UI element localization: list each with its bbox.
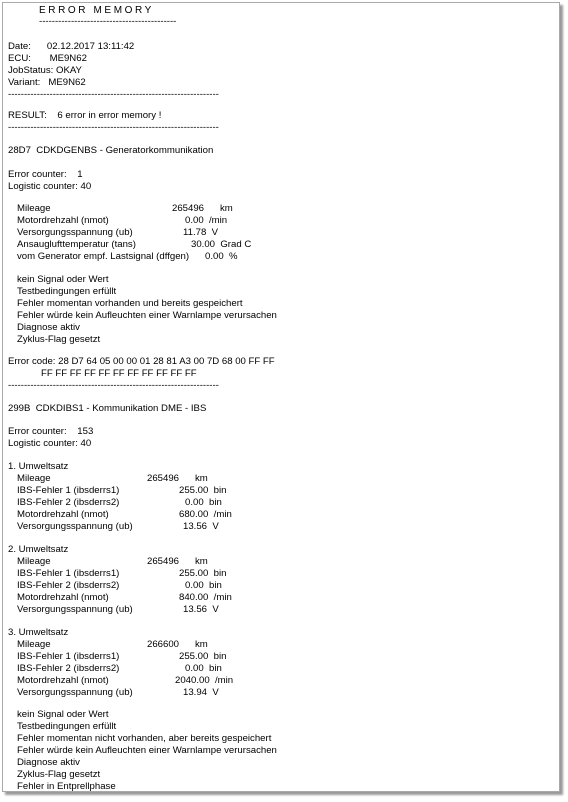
report-line: IBS-Fehler 2 (ibsderrs2) [17,497,120,508]
report-line: Motordrehzahl (nmot) [17,215,109,226]
report-line: kein Signal oder Wert [17,709,109,720]
report-line: 2040.00 /min [175,675,234,686]
report-line: Zyklus-Flag gesetzt [17,334,101,345]
report-line: 255.00 bin [179,651,227,662]
report-line: IBS-Fehler 2 (ibsderrs2) [17,580,120,591]
report-line: Mileage [17,473,51,484]
report-line: 3. Umweltsatz [8,627,69,638]
report-line: Zyklus-Flag gesetzt [17,769,101,780]
report-line: Motordrehzahl (nmot) [17,509,109,520]
report-line: Diagnose aktiv [17,322,80,333]
report-line: JobStatus: OKAY [8,65,82,76]
report-line: 13.56 V [183,604,219,615]
report-line: Error code: 28 D7 64 05 00 00 01 28 81 A3 00 7D 68 00 FF FF [8,356,275,367]
report-line: Variant: ME9N62 [8,77,86,88]
report-line: Mileage [17,203,51,214]
report-line: 1. Umweltsatz [8,461,69,472]
report-line: 0.00 bin [185,580,222,591]
report-line: 265496 km [147,473,208,484]
report-line: Motordrehzahl (nmot) [17,675,109,686]
report-line: ------------------------------------------------------------------ [8,89,219,100]
report-line: IBS-Fehler 1 (ibsderrs1) [17,651,120,662]
report-line: Versorgungsspannung (ub) [17,687,133,698]
report-line: Fehler würde kein Aufleuchten einer Warnlampe verursachen [17,310,277,321]
report-line: 0.00 bin [185,497,222,508]
report-line: kein Signal oder Wert [17,274,109,285]
report-line: IBS-Fehler 2 (ibsderrs2) [17,663,120,674]
report-line: IBS-Fehler 1 (ibsderrs1) [17,568,120,579]
report-line: IBS-Fehler 1 (ibsderrs1) [17,485,120,496]
report-line: Ansauglufttemperatur (tans) [17,239,136,250]
report-line: ERROR MEMORY [39,5,154,16]
report-line: 840.00 /min [179,592,232,603]
report-line: Fehler momentan nicht vorhanden, aber bereits gespeichert [17,733,272,744]
report-line: 265496 km [172,203,233,214]
report-line: Versorgungsspannung (ub) [17,521,133,532]
report-line: 255.00 bin [179,485,227,496]
report-line: 30.00 Grad C [191,239,252,250]
report-line: Error counter: 1 [8,169,83,180]
report-line: FF FF FF FF FF FF FF FF FF FF FF [41,368,197,379]
report-line: Fehler in Entprellphase [17,781,116,792]
report-line: Versorgungsspannung (ub) [17,227,133,238]
report-line: Mileage [17,556,51,567]
report-line: 28D7 CDKDGENBS - Generatorkommunikation [8,145,214,156]
report-line: 0.00 bin [185,663,222,674]
report-line: 11.78 V [183,227,219,238]
report-line: ------------------------------------------------------------------ [8,380,219,391]
report-line: vom Generator empf. Lastsignal (dffgen) 0.00 % [17,251,238,262]
report-line: Fehler momentan vorhanden und bereits gespeichert [17,298,243,309]
report-line: RESULT: 6 error in error memory ! [8,110,162,121]
report-line: Logistic counter: 40 [8,181,92,192]
report-line: Motordrehzahl (nmot) [17,592,109,603]
report-line: 13.94 V [183,687,219,698]
report-line: Fehler würde kein Aufleuchten einer Warnlampe verursachen [17,745,277,756]
report-line: Versorgungsspannung (ub) [17,604,133,615]
report-line: 2. Umweltsatz [8,544,69,555]
report-line: 266600 km [147,639,208,650]
report-line: ------------------------------------------- [39,16,177,27]
report-line: 0.00 /min [185,215,228,226]
report-line: Diagnose aktiv [17,757,80,768]
report-line: 255.00 bin [179,568,227,579]
report-line: ------------------------------------------------------------------ [8,122,219,133]
report-line: ECU: ME9N62 [8,53,87,64]
report-line: Mileage [17,639,51,650]
report-line: Logistic counter: 40 [8,438,92,449]
report-line: 265496 km [147,556,208,567]
report-line: Date: 02.12.2017 13:11:42 [8,41,135,52]
report-line: Testbedingungen erfüllt [17,286,117,297]
report-line: Error counter: 153 [8,426,94,437]
report-line: 299B CDKDIBS1 - Kommunikation DME - IBS [8,403,207,414]
document-page [2,2,560,792]
report-line: 680.00 /min [179,509,232,520]
report-line: 13.56 V [183,521,219,532]
report-line: Testbedingungen erfüllt [17,721,117,732]
